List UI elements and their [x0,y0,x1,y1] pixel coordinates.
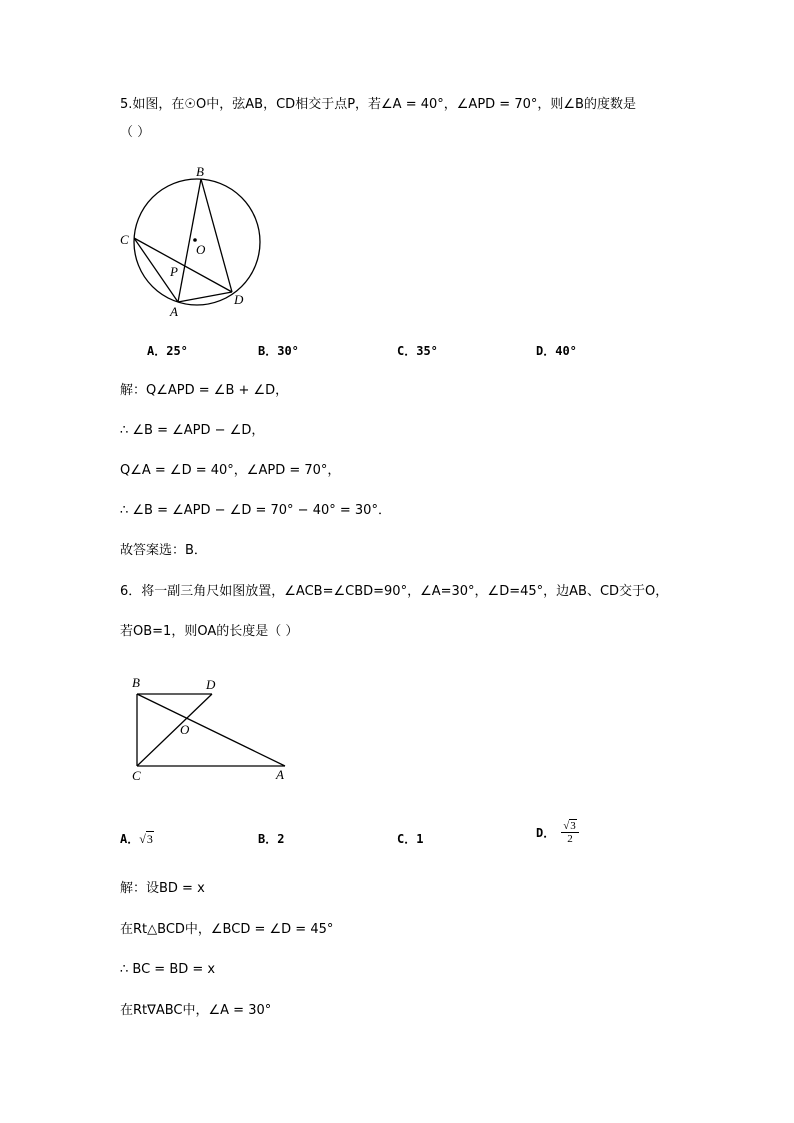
q5-option-b[interactable]: B．30° [258,344,299,358]
label-a: A [170,304,178,319]
q5-solution-line4: ∴ ∠B = ∠APD − ∠D = 70° − 40° = 30°． [120,503,391,518]
q5-option-a[interactable]: A．25° [147,344,188,358]
label-c: C [120,232,129,247]
label-c: C [132,768,141,783]
chord-ad [178,292,232,302]
label-d: D [234,292,244,307]
q6-option-c[interactable]: C．1 [397,832,424,846]
q6-option-d[interactable]: D． $\frac{√3}{2}$ [536,820,579,845]
q5-option-c[interactable]: C．35° [397,344,438,358]
q5-circle-figure [110,160,280,325]
q6-triangle-figure [125,672,300,787]
label-a: A [276,767,284,782]
q6-option-b[interactable]: B．2 [258,832,285,846]
chord-cd [134,238,232,292]
q5-solution-line1: 解：Q∠APD = ∠B + ∠D， [120,383,289,398]
label-b: B [132,675,140,690]
q5-option-d[interactable]: D．40° [536,344,577,358]
q5-question-line2: （ ） [120,125,151,140]
q6-solution-line1: 解：设BD = x [120,881,205,896]
label-o: O [180,722,190,737]
q6-solution-line3: ∴ BC = BD = x [120,962,216,977]
q5-question-line1: 5.如图，在☉O中，弦AB，CD相交于点P，若∠A = 40°，∠APD = 70°，则∠B的度数是 [120,97,636,112]
q6-option-a[interactable]: A．√3 [120,832,153,846]
label-d: D [206,677,216,692]
q6-solution-line4: 在Rt∇ABC中，∠A = 30° [120,1003,272,1018]
q5-solution-line3: Q∠A = ∠D = 40°，∠APD = 70°， [120,463,341,478]
label-b: B [196,164,204,179]
fraction: $\frac{√3}{2}$ [561,820,579,845]
chord-bd [201,179,232,292]
q5-solution-line2: ∴ ∠B = ∠APD − ∠D， [120,423,265,438]
label-p: P [170,264,178,279]
label-o: O [196,242,206,257]
sqrt-radical: √3 [139,832,153,846]
q6-question-line2: 若OB=1，则OA的长度是（ ） [120,624,299,639]
segment-cd [137,694,212,766]
segment-ba [137,694,285,766]
q6-solution-line2: 在Rt△BCD中，∠BCD = ∠D = 45° [120,922,334,937]
q6-question-line1: 6．将一副三角尺如图放置，∠ACB=∠CBD=90°，∠A=30°，∠D=45°，边AB、CD交于O， [120,584,669,599]
chord-ab [178,179,201,302]
q5-answer-line: 故答案选：B． [120,543,207,558]
